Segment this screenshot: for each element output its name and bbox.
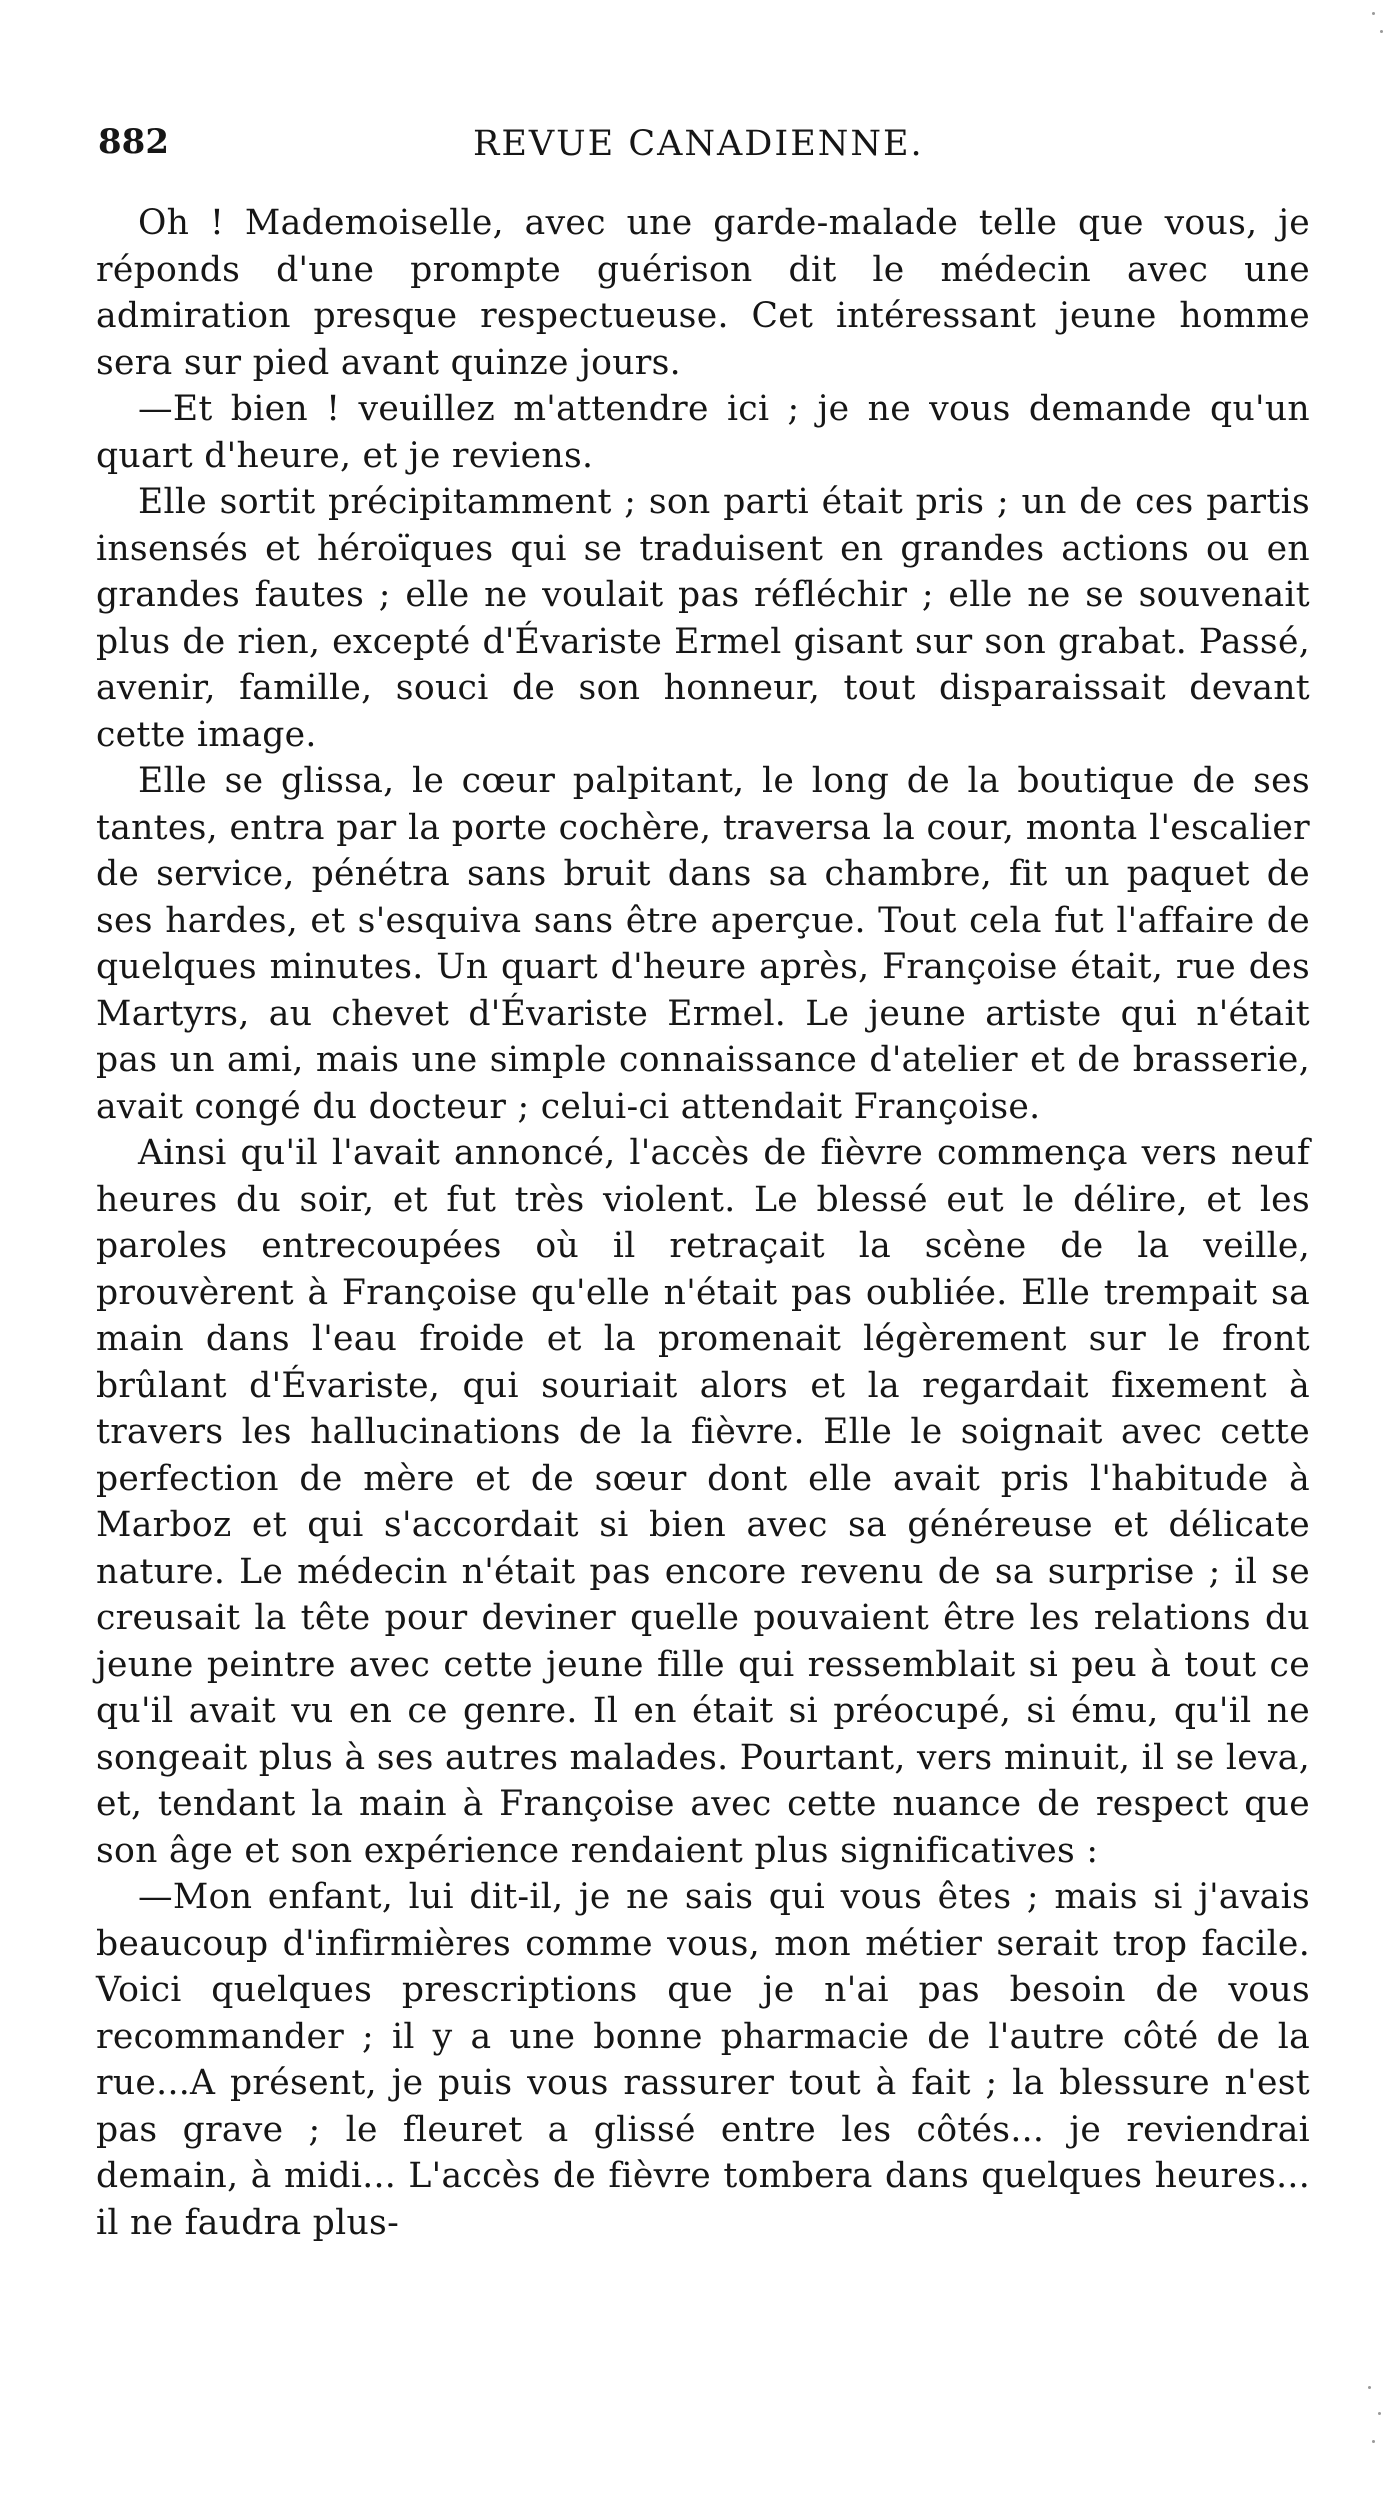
paragraph: Elle se glissa, le cœur palpitant, le long de la boutique de ses tantes, entra par la porte cochère, traversa la cour, monta l'escalier de service, pénétra sans bruit dans sa chambre, fit un paquet de ses hardes, et s'esquiva sans être aperçue. Tout cela fut l'affaire de quelques minutes. Un quart d'heure après, Françoise était, rue des Martyrs, au chevet d'Évariste Ermel. Le jeune artiste qui n'était pas un ami, mais une simple connaissance d'atelier et de brasserie, avait congé du docteur ; celui-ci attendait Françoise. [96,761,1310,1127]
scan-speck [1372,12,1375,15]
paragraph: Oh ! Mademoiselle, avec une garde-malade telle que vous, je réponds d'une prompte guérison dit le médecin avec une admiration presque respectueuse. Cet intéressant jeune homme sera sur pied avant quinze jours. [96,203,1310,383]
paragraph: Ainsi qu'il l'avait annoncé, l'accès de fièvre commença vers neuf heures du soir, et fut très violent. Le blessé eut le délire, et les paroles entrecoupées où il retraçait la scène de la veille, prouvèrent à Françoise qu'elle n'était pas oubliée. Elle trempait sa main dans l'eau froide et la promenait légèrement sur le front brûlant d'Évariste, qui souriait alors et la regardait fixement à travers les hallucinations de la fièvre. Elle le soignait avec cette perfection de mère et de sœur dont elle avait pris l'habitude à Marboz et qui s'accordait si bien avec sa généreuse et délicate nature. Le médecin n'était pas encore revenu de sa surprise ; il se creusait la tête pour deviner quelle pouvaient être les relations du jeune peintre avec cette jeune fille qui ressemblait si peu à tout ce qu'il avait vu en ce genre. Il en était si préocupé, si ému, qu'il ne songeait plus à ses autres malades. Pourtant, vers minuit, il se leva, et, tendant la main à Françoise avec cette nuance de respect que son âge et son expérience rendaient plus significatives : [96,1133,1310,1871]
page-header [98,122,1320,174]
scan-speck [1372,2440,1375,2443]
body-text [96,200,1310,2246]
scan-speck [1368,2386,1371,2389]
page-number: 882 [98,122,169,162]
scan-speck [1378,2412,1381,2415]
scan-speck [1380,30,1383,33]
paragraph: —Mon enfant, lui dit-il, je ne sais qui vous êtes ; mais si j'avais beaucoup d'infirmières comme vous, mon métier serait trop facile. Voici quelques prescriptions que je n'ai pas besoin de vous recommander ; il y a une bonne pharmacie de l'autre côté de la rue...A présent, je puis vous rassurer tout à fait ; la blessure n'est pas grave ; le fleuret a glissé entre les côtés... je reviendrai demain, à midi... L'accès de fièvre tombera dans quelques heures... il ne faudra plus- [96,1877,1310,2243]
running-title: REVUE CANADIENNE. [473,124,924,164]
paragraph: Elle sortit précipitamment ; son parti était pris ; un de ces partis insensés et héroïques qui se traduisent en grandes actions ou en grandes fautes ; elle ne voulait pas réfléchir ; elle ne se souvenait plus de rien, excepté d'Évariste Ermel gisant sur son grabat. Passé, avenir, famille, souci de son honneur, tout disparaissait devant cette image. [96,482,1310,755]
paragraph: —Et bien ! veuillez m'attendre ici ; je ne vous demande qu'un quart d'heure, et je reviens. [96,389,1310,476]
